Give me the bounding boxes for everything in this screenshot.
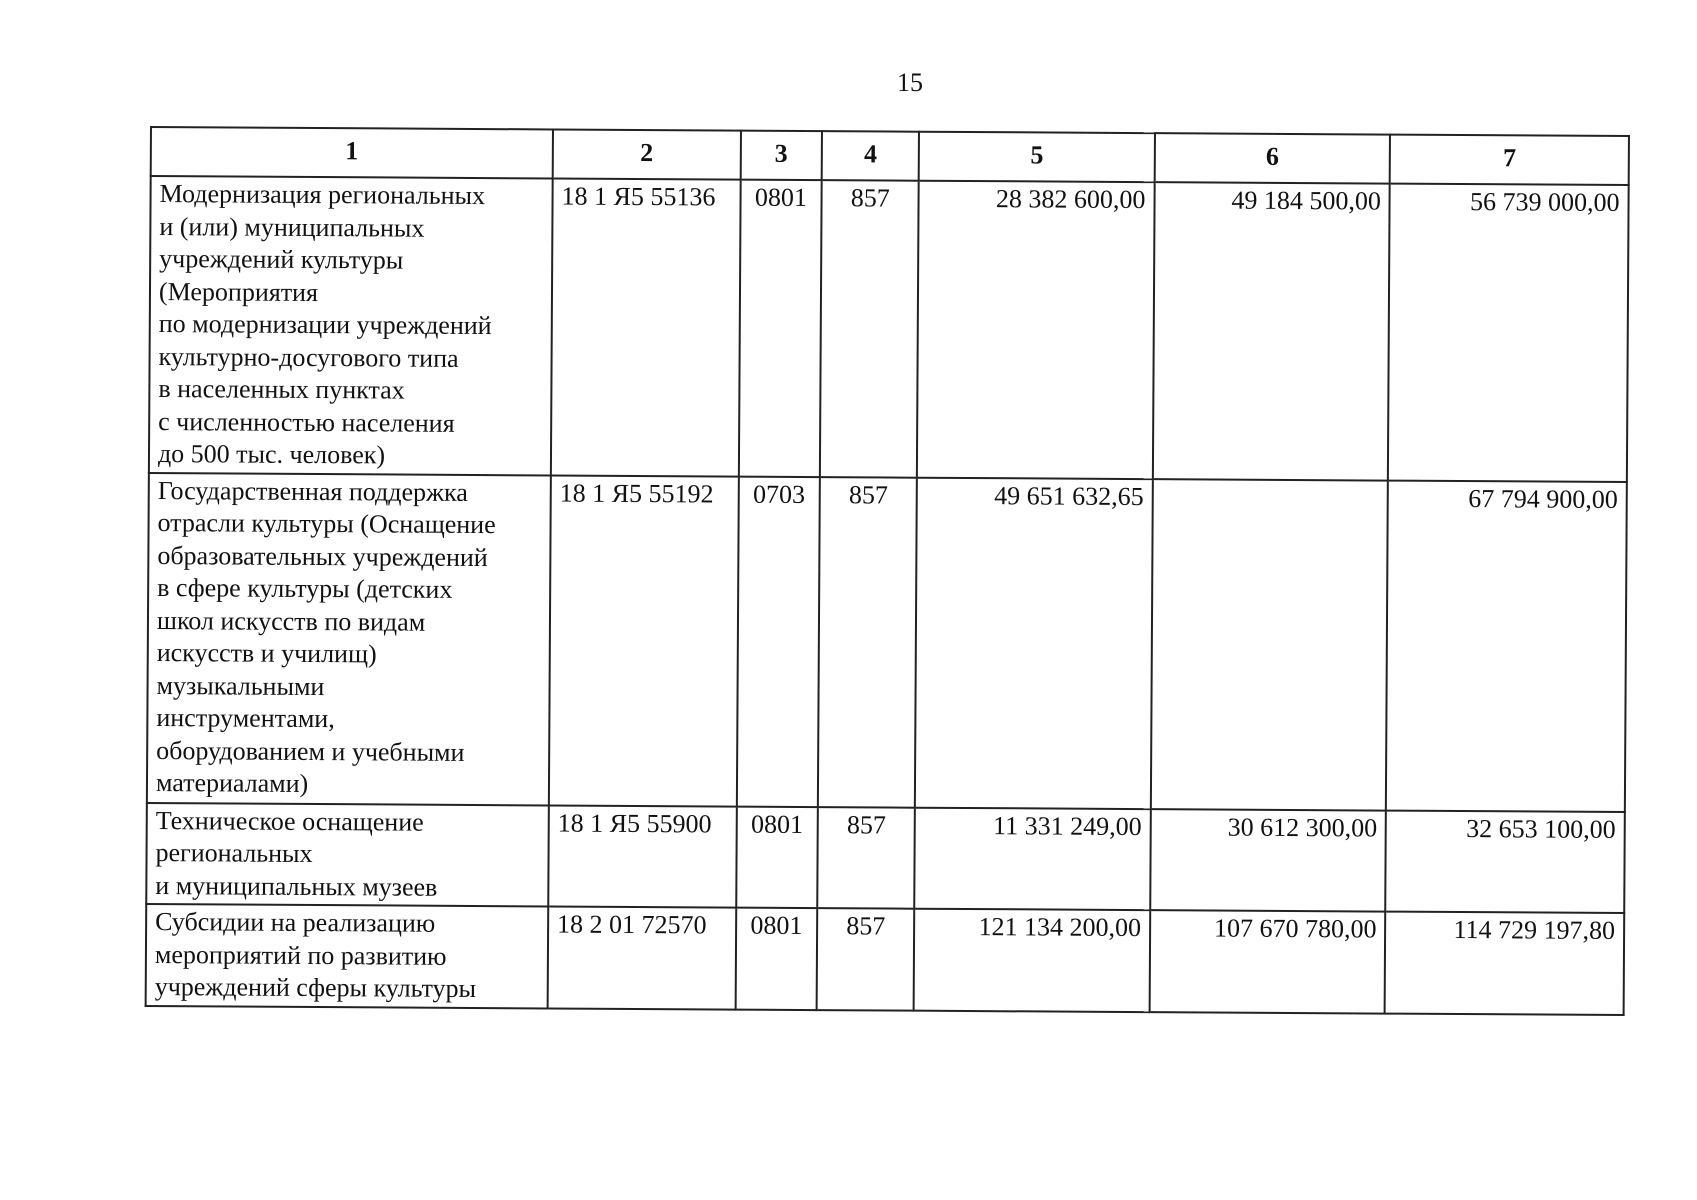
target-code-cell: 18 2 01 72570 — [548, 906, 736, 1009]
program-name-line: в населенных пунктах — [158, 374, 405, 405]
table-row — [146, 904, 1625, 1015]
expense-type-cell: 857 — [820, 180, 919, 477]
program-name-line: Модернизация региональных — [159, 179, 486, 211]
amount-col-7-cell: 56 739 000,00 — [1388, 184, 1628, 482]
section-code-cell: 0801 — [735, 908, 817, 1010]
target-code-cell: 18 1 Я5 55900 — [548, 805, 736, 908]
target-code-cell: 18 1 Я5 55136 — [551, 178, 741, 476]
program-name-line: и (или) муниципальных — [159, 211, 425, 243]
table-header — [151, 127, 1629, 185]
column-header-5: 5 — [919, 132, 1155, 182]
program-name-line: и муниципальных музеев — [155, 870, 438, 902]
program-name-line: образовательных учреждений — [157, 540, 488, 572]
expense-type-cell: 857 — [817, 908, 915, 1010]
column-header-1: 1 — [151, 127, 553, 178]
amount-col-6-cell: 30 612 300,00 — [1150, 809, 1386, 912]
expense-type-cell: 857 — [818, 477, 917, 808]
expense-type-cell: 857 — [817, 807, 915, 909]
program-name-line: искусств и училищ) — [156, 638, 377, 669]
table-row — [149, 176, 1629, 482]
amount-col-5-cell: 28 382 600,00 — [917, 181, 1154, 479]
budget-table — [145, 126, 1630, 1016]
table-body — [146, 176, 1629, 1015]
program-name-line: мероприятий по развитию — [154, 939, 447, 971]
program-name-line: (Мероприятия — [158, 276, 319, 307]
section-code-cell: 0801 — [736, 806, 818, 908]
program-name-line: отрасли культуры (Оснащение — [157, 508, 496, 540]
column-header-4: 4 — [822, 131, 920, 181]
target-code-cell: 18 1 Я5 55192 — [549, 475, 739, 806]
amount-col-5-cell: 11 331 249,00 — [915, 807, 1151, 910]
program-name-cell — [146, 802, 549, 906]
section-code-cell: 0801 — [739, 180, 822, 477]
column-header-2: 2 — [553, 129, 741, 179]
program-name-line: учреждений сферы культуры — [154, 972, 477, 1004]
program-name-line: школ искусств по видам — [156, 605, 426, 637]
header-row — [151, 127, 1629, 185]
program-name-line: инструментами, — [156, 703, 335, 734]
program-name-line: до 500 тыс. человек) — [157, 439, 386, 470]
program-name-line: Субсидии на реализацию — [155, 907, 436, 938]
program-name-cell — [147, 472, 551, 804]
program-name-line: в сфере культуры (детских — [157, 573, 453, 604]
program-name-line: региональных — [155, 838, 313, 869]
section-code-cell: 0703 — [737, 476, 820, 806]
amount-col-6-cell: 49 184 500,00 — [1153, 182, 1390, 480]
column-header-3: 3 — [740, 131, 822, 180]
amount-col-7-cell: 32 653 100,00 — [1386, 810, 1625, 913]
page-number: 15 — [897, 68, 923, 97]
program-name-line: Государственная поддержка — [157, 475, 468, 507]
program-name-line: Техническое оснащение — [155, 805, 424, 837]
table-row — [147, 472, 1627, 811]
program-name-line: музыкальными — [156, 670, 325, 701]
amount-col-5-cell: 121 134 200,00 — [914, 909, 1150, 1012]
amount-col-5-cell: 49 651 632,65 — [915, 477, 1153, 808]
program-name-line: по модернизации учреждений — [158, 309, 492, 341]
column-header-7: 7 — [1390, 135, 1629, 185]
program-name-cell — [149, 176, 553, 475]
program-name-cell — [146, 904, 549, 1008]
program-name-line: материалами) — [155, 768, 309, 798]
program-name-line: учреждений культуры — [159, 244, 404, 275]
amount-col-6-cell: 107 670 780,00 — [1149, 910, 1385, 1013]
amount-col-7-cell: 67 794 900,00 — [1386, 480, 1627, 811]
program-name-line: оборудованием и учебными — [156, 735, 465, 767]
table-row — [146, 802, 1625, 913]
amount-col-6-cell — [1151, 479, 1389, 810]
program-name-line: культурно-досугового типа — [158, 341, 459, 373]
program-name-line: с численностью населения — [158, 406, 455, 438]
column-header-6: 6 — [1155, 133, 1391, 183]
amount-col-7-cell: 114 729 197,80 — [1385, 912, 1624, 1015]
